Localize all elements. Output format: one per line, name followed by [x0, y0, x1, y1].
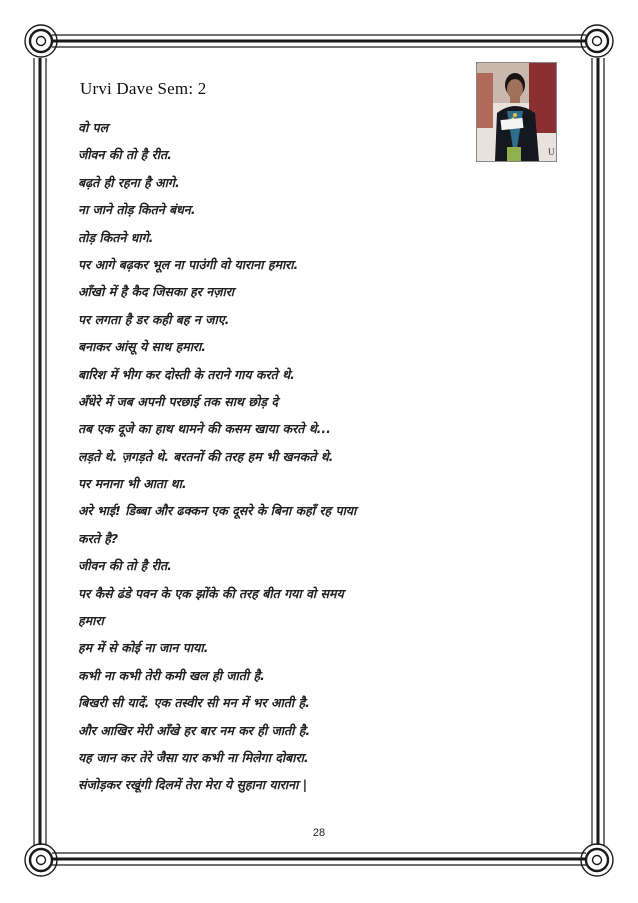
svg-text:U: U: [548, 147, 555, 157]
poem-line: अँधेरे में जब अपनी परछाई तक साथ छोड़ दे: [78, 393, 278, 409]
poem-line: कभी ना कभी तेरी कमी खल ही जाती है.: [78, 667, 265, 683]
poem-line: बारिश में भीग कर दोस्ती के तराने गाय करते थे.: [78, 366, 295, 382]
poem-line: आँखो में है कैद जिसका हर नज़ारा: [78, 284, 235, 300]
poem-line: तोड़ कितने धागे.: [78, 229, 154, 245]
poem-line: यह जान कर तेरे जैसा यार कभी ना मिलेगा दोबारा.: [78, 749, 309, 765]
poem-line: पर आगे बढ़कर भूल ना पाउंगी वो याराना हमारा.: [78, 256, 299, 272]
poem-line: अरे भाई! डिब्बा और ढक्कन एक दूसरे के बिना कहाँ रह पाया: [78, 503, 357, 519]
corner-ornament-top-left: [25, 25, 57, 57]
corner-ornament-bottom-right: [581, 844, 613, 876]
poem-line: ना जाने तोड़ कितने बंधन.: [78, 202, 196, 218]
poem-line: जीवन की तो है रीत.: [78, 558, 172, 574]
poem-line: हम में से कोई ना जान पाया.: [78, 640, 209, 656]
poem-line: लड़ते थे. ज़गड़ते थे. बरतनों की तरह हम भी खनकते थे.: [78, 448, 334, 464]
page-number: 28: [312, 827, 326, 839]
poem-line: वो पल: [78, 120, 109, 135]
poem-line: पर कैसे ढंडे पवन के एक झोंके की तरह बीत गया वो समय: [78, 585, 344, 601]
poem-line: पर लगता है डर कही बह न जाए.: [78, 311, 230, 327]
poem-line: पर मनाना भी आता था.: [78, 476, 187, 492]
poem-line: बढ़ते ही रहना है आगे.: [78, 174, 180, 190]
poem-line: तब एक दूजे का हाथ थामने की कसम खाया करते थे...: [78, 421, 331, 437]
poem-body: [78, 114, 538, 799]
author-line: Urvi Dave Sem: 2: [80, 79, 207, 98]
poem-line: बिखरी सी यादें. एक तस्वीर सी मन में भर आती है.: [78, 695, 310, 711]
poem-line: और आखिर मेरी आँखे हर बार नम कर ही जाती है.: [78, 722, 311, 738]
poem-line: हमारा: [78, 613, 104, 629]
poem-line: बनाकर आंसू ये साथ हमारा.: [78, 339, 207, 355]
poem-line: जीवन की तो है रीत.: [78, 147, 172, 163]
poem-line: संजोड़कर रखूंगी दिलमें तेरा मेरा ये सुहाना याराना |: [78, 777, 308, 793]
corner-ornament-top-right: [581, 25, 613, 57]
poem-line: करते है?: [78, 530, 119, 546]
corner-ornament-bottom-left: [25, 844, 57, 876]
